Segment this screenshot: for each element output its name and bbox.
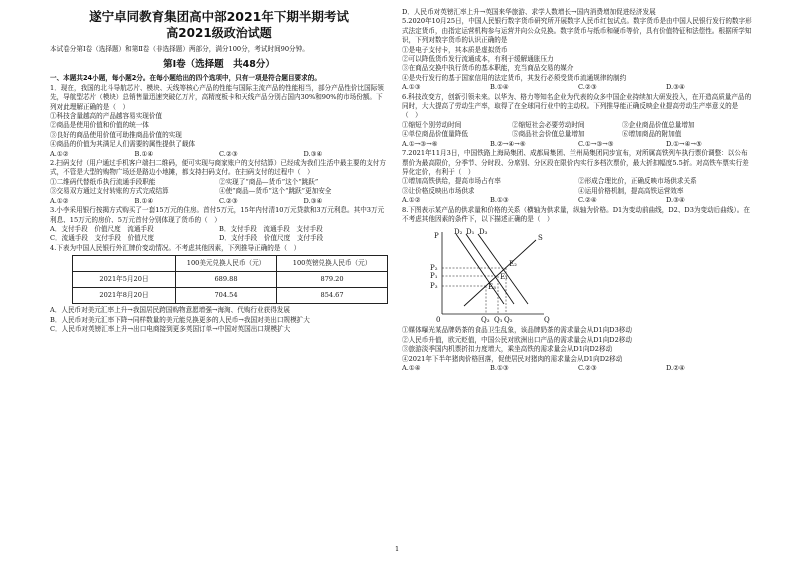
option-d: D．支付手段 价值尺度 支付手段 — [219, 234, 324, 243]
label-q2: Q₂ — [504, 316, 513, 325]
statement: ①增加高铁供给，提高市场占有率 — [402, 177, 501, 186]
exam-subtitle: 高2021级政治试题 — [166, 26, 272, 40]
statement: ③在商品交换中执行货币的基本职能，充当商品交易的媒介 — [402, 64, 574, 73]
question-4 — [50, 244, 388, 335]
demand-curve-d3 — [478, 234, 528, 304]
section-instruction: 一、本题共24小题，每小题2分。在每小题给出的四个选项中，只有一项是符合题目要求的。 — [50, 74, 321, 83]
option-b: B.②→④→⑥ — [490, 139, 526, 148]
question-stem: 8.下图表示某产品的供求量和价格的关系（横轴为供求量，纵轴为价格。D1为变动前曲线，D2、D3为变动后曲线）。在不考虑其他因素的条件下，以下描述正确的是（ ） — [402, 205, 750, 223]
option-a: A．支付手段 价值尺度 流通手段 — [50, 224, 154, 233]
option-d: D.①→④→⑤ — [666, 139, 702, 148]
option-b: B.①④ — [490, 83, 509, 92]
option-c: C.②③ — [219, 196, 238, 205]
option-c: C．流通手段 支付手段 价值尺度 — [50, 234, 154, 243]
statement: ②可以降低货币发行流通成本，有利于缓解通胀压力 — [402, 55, 554, 64]
option-c: C.②④ — [578, 196, 597, 205]
option-c: C.②③ — [219, 149, 238, 158]
options — [402, 140, 754, 149]
demand-curve-d2 — [456, 234, 504, 304]
statement: ①二维码代替纸币执行流通手段职能 — [50, 177, 156, 186]
statement: ⑥增加商品的附加值 — [622, 130, 682, 139]
table-row — [73, 288, 388, 304]
question-stem: 7.2021年11月3日，中国铁路上海局集团、成都局集团、兰州局集团同步宣布，对所属高铁列车执行票价调整：以公布票价为最高限价，分季节、分时段、分席别、分区段在限价内实行多档次票价，最大折扣幅度5.5折。对高铁车票实行差异化定价，有利于（ ） — [402, 149, 749, 176]
label-origin: 0 — [436, 316, 441, 325]
question-7 — [402, 149, 754, 205]
table-header-cell: 100英镑兑换人民币（元） — [277, 256, 388, 272]
statement: ③旅游淡季国内机票折扣力度增大，乘坐高铁的需求量会从D1向D2移动 — [402, 345, 613, 354]
label-e2: E₂ — [509, 260, 517, 269]
label-p2: P₂ — [430, 264, 438, 273]
statements — [50, 178, 388, 197]
option-b: B.①③ — [490, 196, 509, 205]
label-p3: P₃ — [430, 282, 438, 291]
option-b: B．支付手段 流通手段 支付手段 — [219, 224, 323, 233]
option-a: A．人民币对美元汇率上升→我国居民跨国购物意愿增强→海淘、代购行业获得发展 — [50, 306, 290, 315]
statement: ③良好的商品使用价值可助推商品价值的实现 — [50, 130, 182, 139]
statement: ①是电子支付卡，其本质是虚拟货币 — [402, 45, 508, 54]
statement: ②商品是使用价值和价值的统一体 — [50, 121, 149, 130]
axis-label-p: P — [434, 232, 439, 241]
options — [402, 364, 754, 373]
option-d: D.③④ — [303, 149, 323, 158]
supply-demand-diagram — [424, 226, 594, 324]
statement: ④运用价格机制，提高高铁运营效率 — [578, 186, 684, 195]
option-d: D．人民币对英镑汇率上升→英国来华旅游、求学人数增长→国内消费增加促进经济发展 — [402, 8, 656, 16]
question-1 — [50, 84, 388, 159]
exam-title: 遂宁卓同教育集团高中部2021年下期半期考试 — [89, 9, 349, 24]
option-c: C．人民币对英镑汇率上升→出口电商接到更多英国订单→中国对英国出口规模扩大 — [50, 324, 291, 333]
options — [402, 196, 754, 205]
table-cell: 689.88 — [175, 272, 276, 288]
statement: ④商品的价值为其满足人们需要的属性提供了载体 — [50, 140, 196, 149]
statement: ④使“商品—货币”这个“跳跃”更加安全 — [219, 187, 332, 196]
option-a: A.①② — [50, 196, 69, 205]
section-title: 第Ⅰ卷（选择题 共48分） — [163, 59, 275, 71]
exam-intro: 本试卷分第Ⅰ卷（选择题）和第Ⅱ卷（非选择题）两部分，满分100分，考试时间90分钟。 — [50, 45, 309, 53]
label-q1: Q₁ — [494, 316, 503, 325]
label-d2: D₂ — [454, 228, 463, 237]
question-stem: 6.科技改变方，创新引领未来。以华为、格力等知名企业为代表的众多中国企业持续加大研发投入，在开造高质量产品的同时，大大提高了劳动生产率，取得了在全球同行业中的主动权。下列推导能正确反映企业提高劳动生产率意义的是（ ） — [402, 92, 752, 120]
option-b: B.①④ — [134, 149, 154, 158]
option-a: A.①② — [50, 149, 69, 158]
option-d: D.②④ — [666, 363, 685, 372]
table-header-cell: 100美元兑换人民币（元） — [175, 256, 276, 272]
label-p1: P₁ — [430, 272, 438, 281]
options — [402, 83, 754, 92]
table-cell: 879.20 — [277, 272, 388, 288]
statement: ④2021年下半年猪肉价格回落，促使居民对猪肉的需求量会从D1向D2移动 — [402, 354, 623, 363]
left-column — [50, 8, 388, 334]
statement: ⑤商品社会价值总量增加 — [512, 130, 585, 139]
table-header-row — [73, 256, 388, 272]
question-3 — [50, 206, 388, 244]
statement: ②实现了“商品—货币”这个“跳跃” — [219, 177, 319, 186]
option-c: C.②③ — [578, 363, 597, 372]
statement: ③交易双方通过支付转账的方式完成结算 — [50, 187, 169, 196]
demand-curve-d1 — [466, 234, 514, 304]
question-stem: 2.扫码支付（用户通过手机客户端扫二维码，便可实现与商家账户的支付结算）已经成为我们生活中最主要的支付方式，不管是大型的购物广场还是路边小地摊，都支持扫码支付。在扫码支付的过程中（ ） — [50, 159, 386, 177]
question-8 — [402, 206, 754, 374]
statement: ④是央行发行的基于国家信用的法定货币，其发行必须受货币流通规律的制约 — [402, 73, 627, 82]
question-6 — [402, 93, 754, 149]
option-d: D.③④ — [666, 83, 685, 92]
table-cell: 2021年5月20日 — [73, 272, 176, 288]
option-c: C.②③ — [578, 83, 597, 92]
table-row — [73, 272, 388, 288]
option-a: A.①④ — [402, 363, 421, 372]
option-b: B.①③ — [490, 363, 509, 372]
option-b: B.①④ — [134, 196, 154, 205]
question-2 — [50, 159, 388, 206]
table-cell: 2021年8月20日 — [73, 288, 176, 304]
option-a: A.①② — [402, 196, 421, 205]
statement: ①缩短个别劳动时间 — [402, 120, 462, 129]
question-stem: 4.下表为中国人民银行外汇牌价变动情况。不考虑其他因素，下列推导正确的是（ ） — [50, 243, 301, 252]
option-b: B．人民币对美元汇率下降→同样数量的美元能兑换更多的人民币→我国对美出口规模扩大 — [50, 315, 310, 324]
option-a: A.①→③→⑥ — [402, 139, 438, 148]
question-stem: 3.小李采用银行按揭方式购买了一套15万元的住房。首付5万元，15年内付清10万元贷款和3万元利息。其中3万元利息、15万元的房价、5万元首付分别体现了货币的（ ） — [50, 206, 385, 224]
table-header-cell — [73, 256, 176, 272]
options — [50, 197, 388, 206]
option-c: C.①→③→⑤ — [578, 139, 614, 148]
table-cell: 704.54 — [175, 288, 276, 304]
options — [50, 225, 388, 244]
statement: ②形成合理比价，正确反映市场供求关系 — [578, 177, 697, 186]
statement: ②缩短社会必要劳动时间 — [512, 120, 585, 129]
option-a: A.①③ — [402, 83, 421, 92]
question-5 — [402, 17, 754, 92]
label-d1: D₁ — [466, 228, 475, 237]
question-stem: 1．现在，我国的北斗导航芯片、模块、天线等核心产品的性能与国际主流产品的性能相当，部分产品性价比国际领先，导航型芯片（模块）总销售量迅速突破亿万片，高精度板卡和天线产品分别占国内30%和90%的市场份额。下列对此理解正确的是（ ） — [50, 83, 384, 111]
statement: ④单位商品价值量降低 — [402, 130, 468, 139]
label-s: S — [538, 234, 543, 243]
question-stem: 5.2020年10月25日，中国人民银行数字货币研究所开展数字人民币红包试点。数字货币是由中国人民银行发行的数字形式法定货币，由指定运营机构参与运营并向公众兑换。数字货币与纸币和硬币等价，具有价值特征和法偿性。根据所学知识，下列对数字货币的认识正确的是 — [402, 17, 752, 45]
statement: ③企业商品价值总量增加 — [622, 120, 695, 129]
option-d: D.③④ — [303, 196, 323, 205]
statement: ①媒体曝光某品牌奶茶的食品卫生乱象，该品牌奶茶的需求量会从D1向D3移动 — [402, 326, 632, 335]
label-e1: E₁ — [500, 273, 508, 282]
exchange-rate-table — [72, 255, 388, 304]
statement: ③让价格反映出市场供求 — [402, 186, 475, 195]
table-cell: 854.67 — [277, 288, 388, 304]
guide-lines — [442, 268, 506, 314]
option-d: D.③④ — [666, 196, 685, 205]
statement: ②人民币升值，欧元贬值，中国公民对欧洲出口产品的需求量会从D1向D2移动 — [402, 335, 632, 344]
right-column — [402, 8, 754, 373]
statements — [402, 121, 754, 140]
axis-label-q: Q — [544, 316, 550, 325]
statement: ①科技含量越高的产品越容易实现价值 — [50, 112, 163, 121]
label-q3: Q₃ — [481, 316, 490, 325]
label-d3: D₃ — [479, 228, 488, 237]
page-number: 1 — [395, 545, 400, 553]
options — [50, 150, 388, 159]
label-e3: E₃ — [488, 283, 496, 292]
statements — [402, 177, 754, 196]
